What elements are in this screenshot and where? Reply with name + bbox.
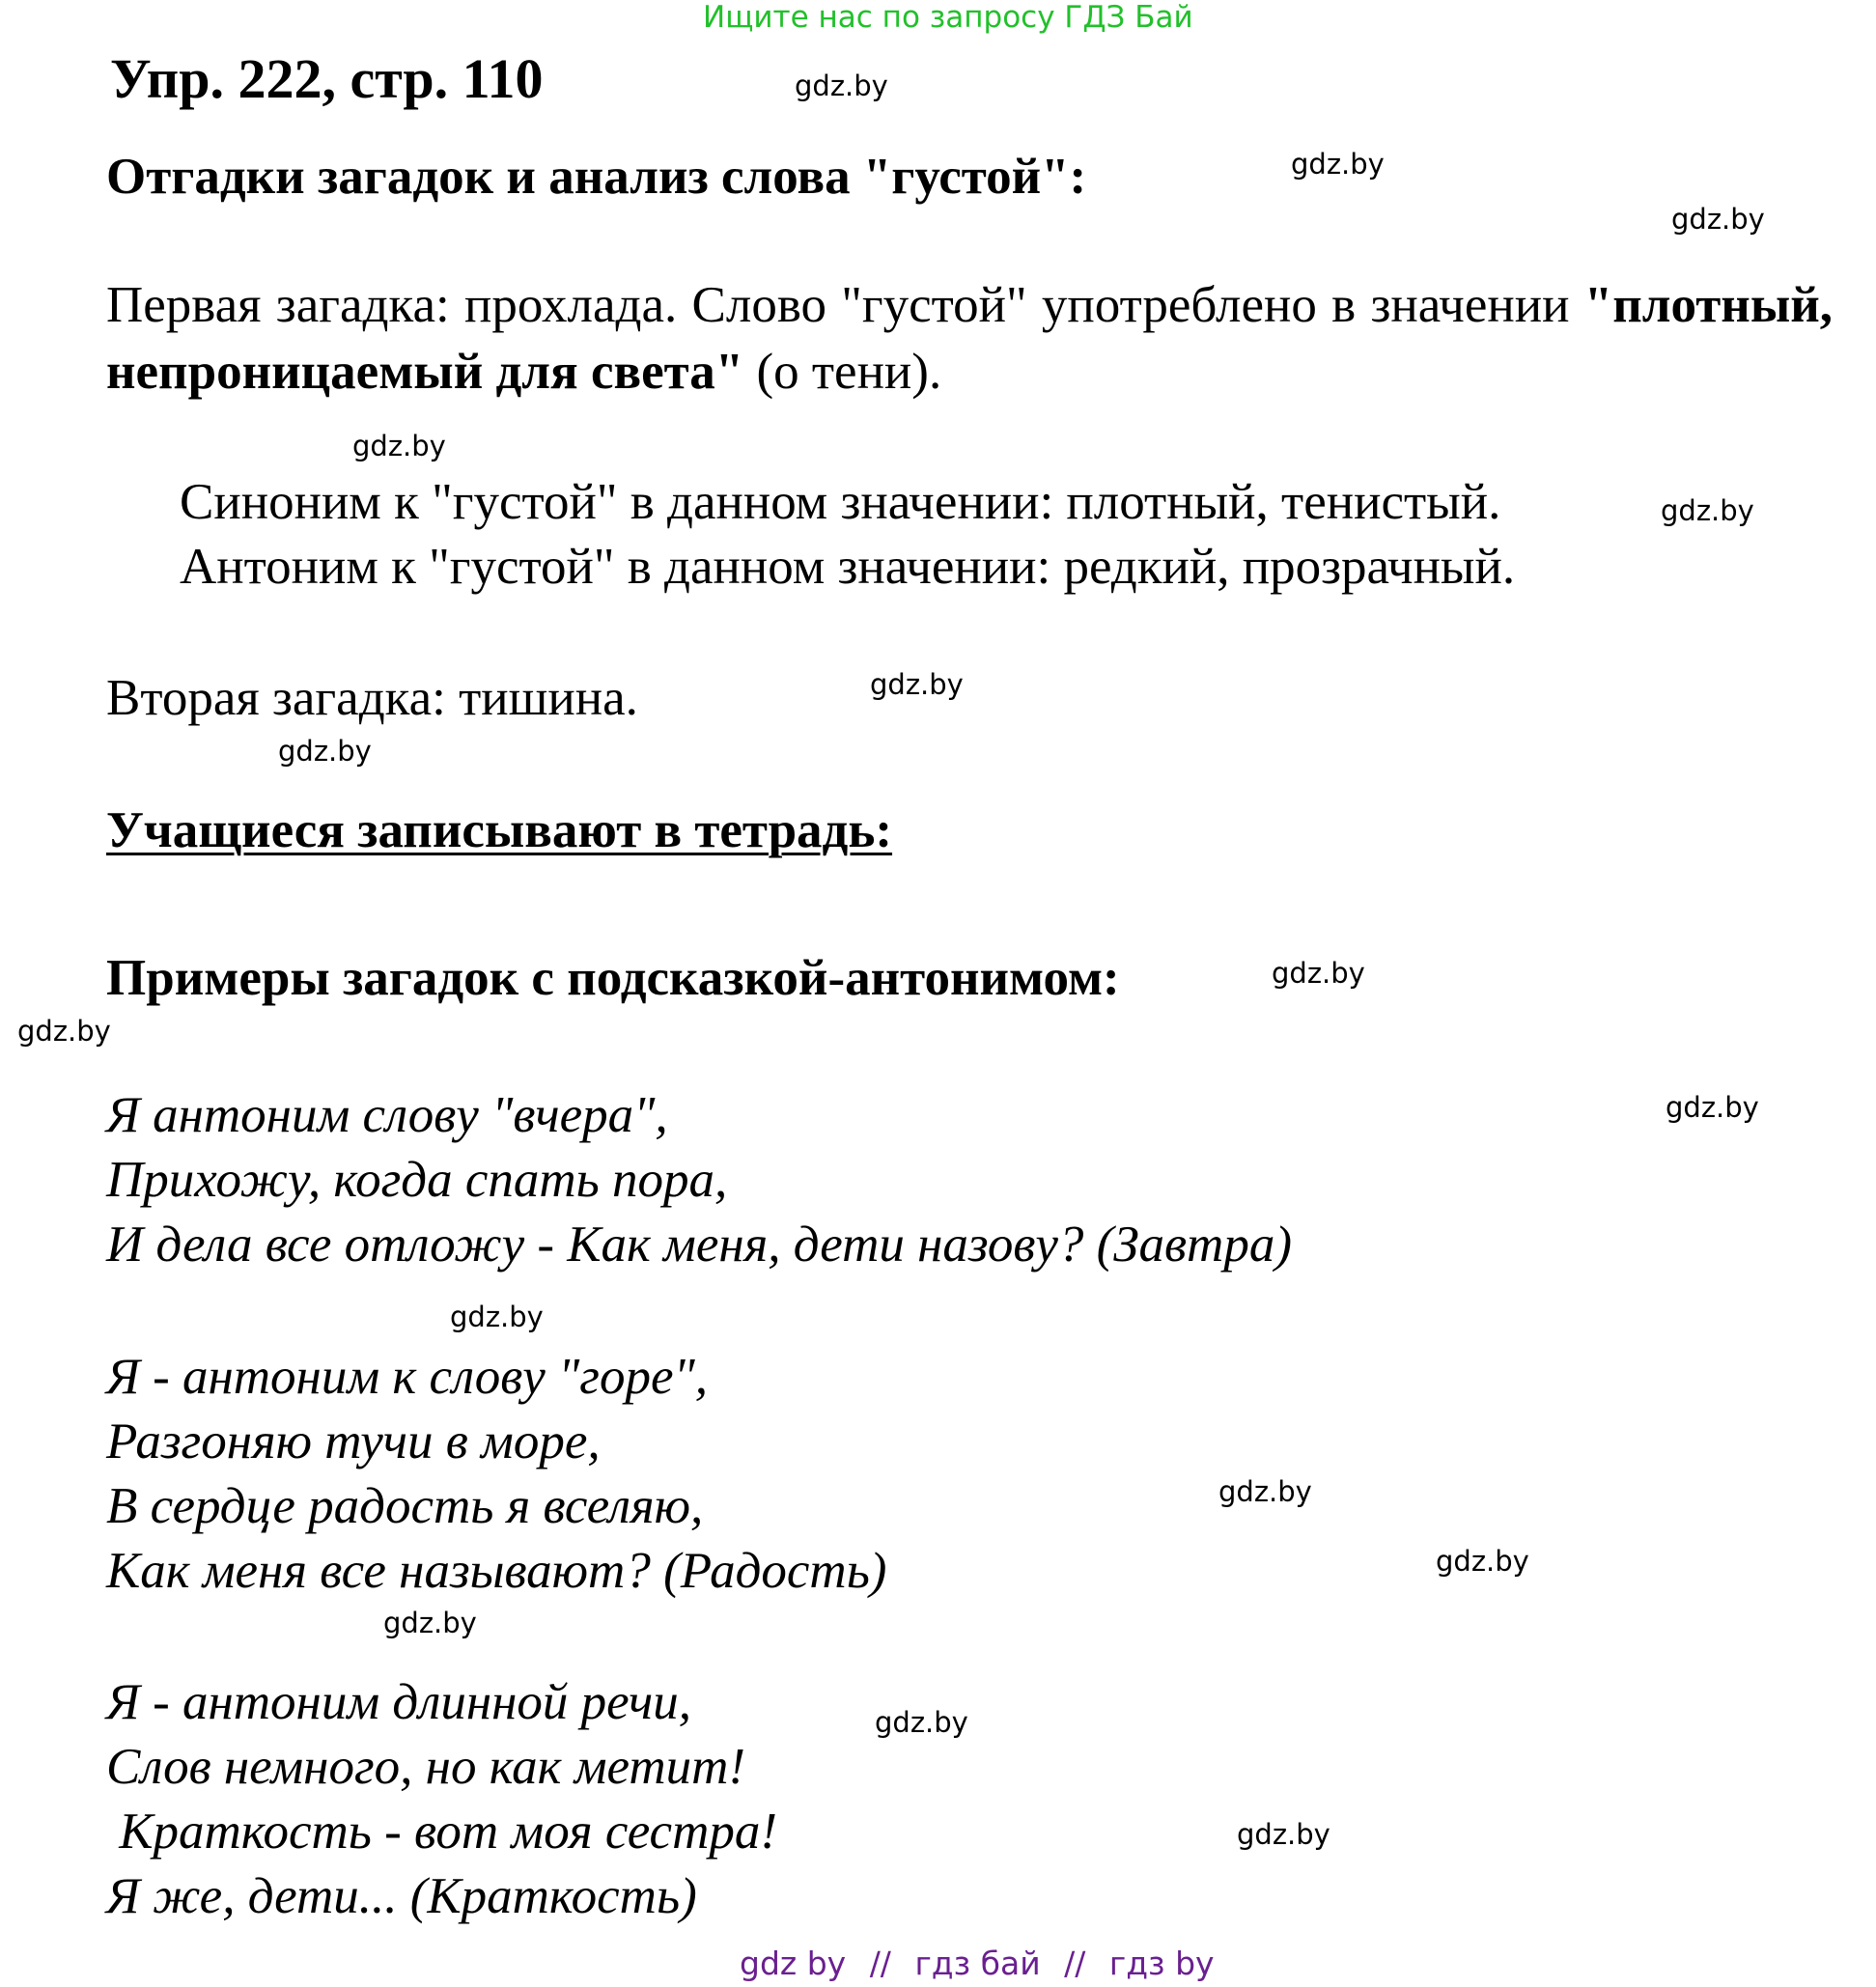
antonym-line: Антоним к "густой" в данном значении: редкий, прозрачный. [180, 539, 1516, 595]
footer-separator: // [1064, 1945, 1086, 1982]
footer-separator: // [869, 1945, 891, 1982]
watermark: gdz.by [870, 668, 964, 701]
poem-line: Я антоним слову "вчера", [106, 1087, 668, 1143]
riddle2-answer: Вторая загадка: тишина. [106, 670, 638, 726]
poem-line: Разгоняю тучи в море, [106, 1413, 601, 1469]
poem-1 [106, 1083, 1292, 1277]
riddle1-text-end: (о тени). [756, 344, 942, 400]
exercise-title: Упр. 222, стр. 110 [110, 47, 544, 110]
poem-line: Слов немного, но как метит! [106, 1739, 746, 1795]
poem-line: Прихожу, когда спать пора, [106, 1152, 728, 1208]
poem-line: Как меня все называют? (Радость) [106, 1543, 887, 1599]
watermark: gdz.by [1661, 494, 1754, 527]
poem-3 [106, 1670, 777, 1929]
watermark: gdz.by [17, 1015, 111, 1048]
footer-link-gdz-by-cyr[interactable]: гдз by [1108, 1945, 1215, 1982]
poem-line: И дела все отложу - Как меня, дети назову? (Завтра) [106, 1217, 1292, 1273]
poem-line: В сердце радость я вселяю, [106, 1478, 704, 1534]
watermark: gdz.by [1218, 1475, 1312, 1508]
watermark: gdz.by [383, 1607, 477, 1639]
examples-heading: Примеры загадок с подсказкой-антонимом: [106, 950, 1120, 1006]
synonym-line: Синоним к "густой" в данном значении: плотный, тенистый. [180, 474, 1501, 530]
answers-heading: Отгадки загадок и анализ слова "густой": [106, 149, 1087, 205]
watermark: gdz.by [1291, 148, 1385, 181]
watermark: gdz.by [1666, 1091, 1759, 1124]
footer-link-gdz-bai[interactable]: гдз бай [914, 1945, 1041, 1982]
watermark: gdz.by [1671, 203, 1765, 236]
watermark: gdz.by [352, 430, 446, 462]
watermark: gdz.by [1272, 957, 1365, 990]
watermark: gdz.by [278, 735, 372, 768]
notebook-heading: Учащиеся записывают в тетрадь: [106, 802, 893, 858]
footer-links [740, 1945, 1215, 1982]
footer-link-gdz-by[interactable]: gdz by [740, 1945, 847, 1982]
watermark: gdz.by [795, 70, 888, 102]
watermark: gdz.by [1436, 1545, 1529, 1578]
top-banner[interactable]: Ищите нас по запросу ГДЗ Бай [703, 0, 1193, 35]
watermark: gdz.by [450, 1301, 544, 1333]
poem-2 [106, 1345, 886, 1604]
poem-line: Краткость - вот моя сестра! [106, 1804, 778, 1860]
riddle1-meaning: "плотный, непроницаемый для света" [106, 277, 1834, 400]
riddle1-text-start: Первая загадка: прохлада. Слово "густой" употреблено в значении [106, 277, 1570, 333]
watermark: gdz.by [875, 1706, 968, 1739]
poem-line: Я - антоним к слову "горе", [106, 1349, 708, 1405]
watermark: gdz.by [1237, 1818, 1330, 1851]
poem-line: Я же, дети... (Краткость) [106, 1868, 697, 1924]
poem-line: Я - антоним длинной речи, [106, 1674, 692, 1730]
riddle1-paragraph [106, 272, 1833, 406]
